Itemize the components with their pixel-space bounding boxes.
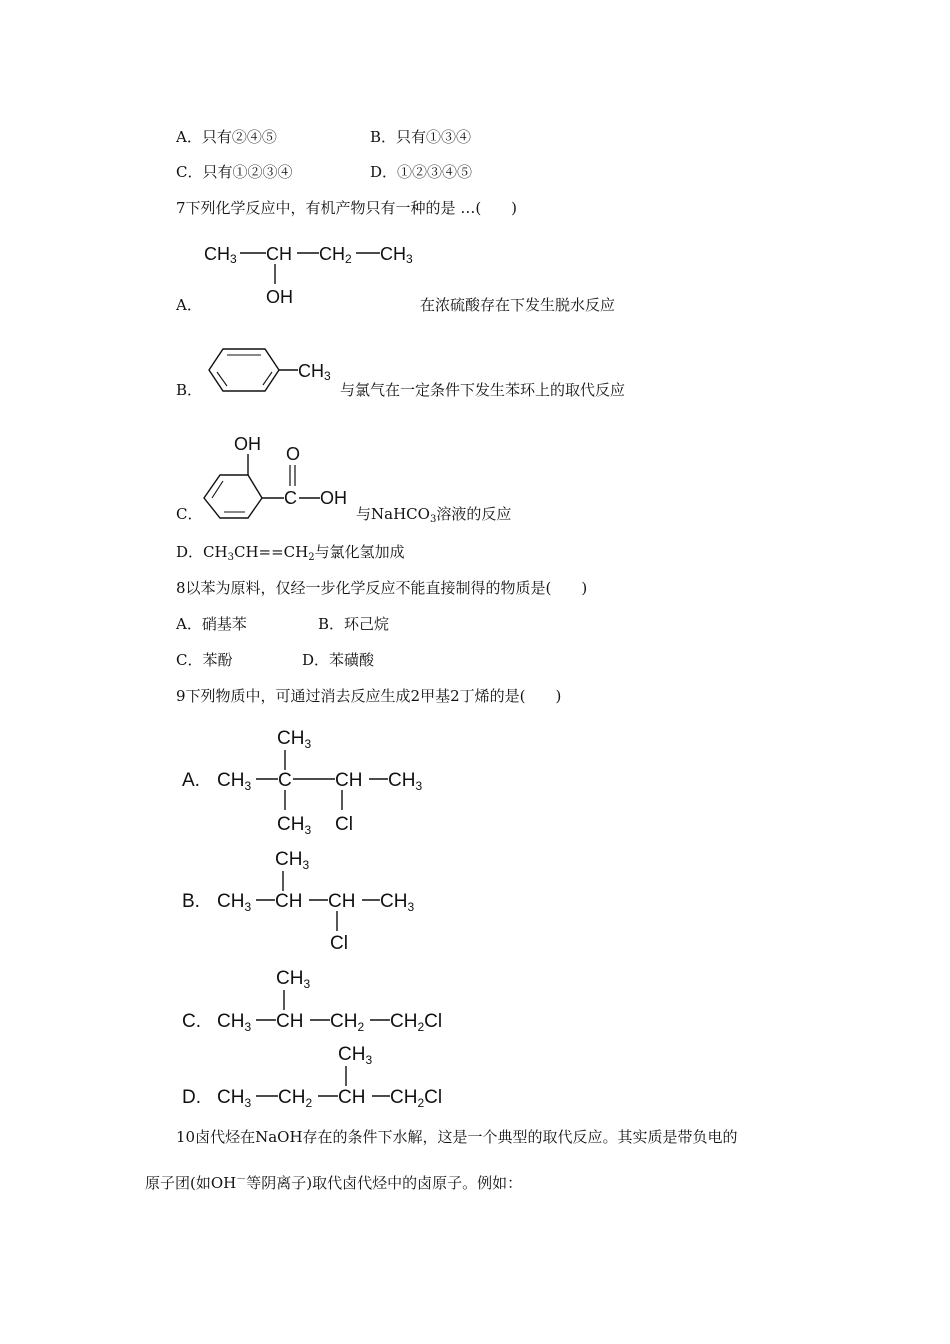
cl-atom: Cl: [330, 933, 348, 954]
ch3-group: CH: [276, 968, 304, 989]
text-fragment: 与: [356, 505, 372, 523]
subscript-3: 3: [303, 977, 311, 991]
ch-group: CH: [266, 244, 292, 264]
subscript-3: 3: [302, 858, 310, 872]
svg-text:CH3: [380, 244, 413, 266]
ch3-group: CH: [298, 361, 324, 381]
text-fragment: 等阴离子)取代卤代烃中的卤原子。例如：: [246, 1174, 523, 1192]
q10-line-1: [176, 1128, 738, 1146]
q7-c-salicylic-formula: [198, 430, 358, 522]
q6-option-b: B．只有①③④: [370, 128, 472, 146]
naoh-formula: NaOH: [255, 1128, 303, 1146]
svg-text:CH3: [277, 814, 311, 837]
svg-text:CH3: [380, 891, 414, 914]
svg-text:CH3: [298, 361, 331, 383]
ch3-group: CH: [380, 244, 406, 264]
subscript-2: 2: [308, 552, 315, 563]
svg-text:CH2: [330, 1011, 364, 1034]
svg-text:CH3: [217, 1011, 251, 1034]
subscript-3: 3: [244, 1020, 252, 1034]
q9-b-formula: [180, 845, 440, 955]
q8-option-b: B．环己烷: [318, 615, 390, 633]
svg-text:CH3: [204, 244, 237, 266]
q9-c-formula: [180, 964, 460, 1034]
option-label: D.: [182, 1087, 201, 1108]
subscript-3: 3: [244, 1096, 252, 1110]
svg-text:CH3: [276, 968, 310, 991]
cl-atom: Cl: [424, 1087, 443, 1108]
svg-text:CH3: [388, 770, 422, 793]
ch-group: CH: [275, 891, 303, 912]
nahco3-formula: NaHCO: [371, 505, 430, 523]
subscript-2: 2: [417, 1096, 425, 1110]
q7-b-label: B．: [176, 381, 203, 399]
superscript-minus: －: [236, 1174, 247, 1185]
ch3-group: CH: [275, 849, 303, 870]
q7-a-text: 在浓硫酸存在下发生脱水反应: [420, 296, 616, 314]
ch3-group: CH: [388, 770, 416, 791]
subscript-3: 3: [407, 900, 415, 914]
option-label: B.: [182, 891, 200, 912]
subscript-2: 2: [357, 1020, 365, 1034]
carbon-atom: C: [278, 770, 292, 791]
subscript-2: 2: [305, 1096, 313, 1110]
svg-text:CH3: [217, 1087, 251, 1110]
subscript-3: 3: [304, 823, 312, 837]
option-text: 与氯化氢加成: [314, 543, 405, 561]
subscript-3: 3: [415, 779, 423, 793]
ch3-group: CH: [380, 891, 408, 912]
ch2-group: CH: [330, 1011, 358, 1032]
option-label: A.: [182, 770, 200, 791]
q10-line-2: [145, 1171, 522, 1192]
subscript-3: 3: [324, 369, 331, 383]
text-fragment: 溶液的反应: [436, 505, 512, 523]
oh-group: OH: [234, 434, 261, 454]
subscript-3: 3: [230, 252, 237, 266]
ch3-group: CH: [277, 814, 305, 835]
ch-group: CH: [338, 1087, 366, 1108]
subscript-3: 3: [244, 900, 252, 914]
svg-text:CH3: [338, 1044, 372, 1067]
svg-text:CH3: [275, 849, 309, 872]
ch2-group: CH: [390, 1011, 418, 1032]
ch3-group: CH: [338, 1044, 366, 1065]
oh-group: OH: [320, 488, 347, 508]
svg-text:CH2Cl: [390, 1087, 442, 1110]
q9-stem: 9下列物质中，可通过消去反应生成2甲基2丁烯的是( ): [176, 687, 562, 705]
q7-a-formula: [200, 236, 430, 312]
q6-option-a: A．只有②④⑤: [176, 128, 277, 146]
q8-stem: 8以苯为原料，仅经一步化学反应不能直接制得的物质是( ): [176, 579, 588, 597]
text-fragment: 存在的条件下水解，这是一个典型的取代反应。其实质是带负电的: [302, 1128, 738, 1146]
ch3-group: CH: [217, 770, 245, 791]
ch3-group: CH: [217, 1087, 245, 1108]
cl-atom: Cl: [424, 1011, 443, 1032]
subscript-3: 3: [365, 1053, 373, 1067]
q7-c-text: [356, 505, 511, 529]
q7-b-text: 与氯气在一定条件下发生苯环上的取代反应: [340, 381, 626, 399]
q9-a-formula: [180, 724, 440, 836]
ch2-group: CH: [319, 244, 345, 264]
ch2-group: CH: [390, 1087, 418, 1108]
option-label: D．: [176, 543, 204, 561]
q9-d-formula: [180, 1042, 460, 1112]
q6-option-d: D．①②③④⑤: [370, 163, 473, 181]
q8-option-a: A．硝基苯: [176, 615, 247, 633]
q6-option-c: C．只有①②③④: [176, 163, 293, 181]
svg-text:CH2: [319, 244, 352, 266]
formula-fragment: CH==CH: [233, 543, 309, 561]
svg-text:CH3: [217, 891, 251, 914]
subscript-2: 2: [345, 252, 352, 266]
q7-option-d: [176, 543, 405, 567]
formula-fragment: CH: [203, 543, 228, 561]
subscript-2: 2: [417, 1020, 425, 1034]
ch-group: CH: [276, 1011, 304, 1032]
q7-stem: 7下列化学反应中，有机产物只有一种的是 …( ): [176, 199, 518, 217]
svg-text:CH3: [217, 770, 251, 793]
q8-option-c: C．苯酚: [176, 651, 233, 669]
svg-text:CH2Cl: [390, 1011, 442, 1034]
subscript-3: 3: [429, 514, 437, 525]
ch-group: CH: [328, 891, 356, 912]
svg-text:CH3: [277, 728, 311, 751]
oh-group: OH: [266, 287, 293, 307]
text-fragment: 原子团(如: [145, 1174, 211, 1192]
ch3-group: CH: [217, 1011, 245, 1032]
q7-b-toluene-formula: [205, 345, 340, 397]
oxygen-atom: O: [286, 444, 301, 464]
oh-ion-formula: OH: [210, 1174, 237, 1192]
q8-option-d: D．苯磺酸: [302, 651, 375, 669]
carbon-atom: C: [284, 488, 297, 508]
subscript-3: 3: [227, 552, 234, 563]
subscript-3: 3: [406, 252, 413, 266]
svg-text:CH2: [278, 1087, 312, 1110]
q7-c-label: C．: [176, 505, 203, 523]
ch3-group: CH: [277, 728, 305, 749]
option-label: C.: [182, 1011, 201, 1032]
ch2-group: CH: [278, 1087, 306, 1108]
ch3-group: CH: [204, 244, 230, 264]
text-fragment: 10卤代烃在: [176, 1128, 256, 1146]
q7-a-label: A．: [176, 296, 202, 314]
subscript-3: 3: [244, 779, 252, 793]
ch3-group: CH: [217, 891, 245, 912]
cl-atom: Cl: [335, 814, 353, 835]
subscript-3: 3: [304, 737, 312, 751]
ch-group: CH: [335, 770, 363, 791]
